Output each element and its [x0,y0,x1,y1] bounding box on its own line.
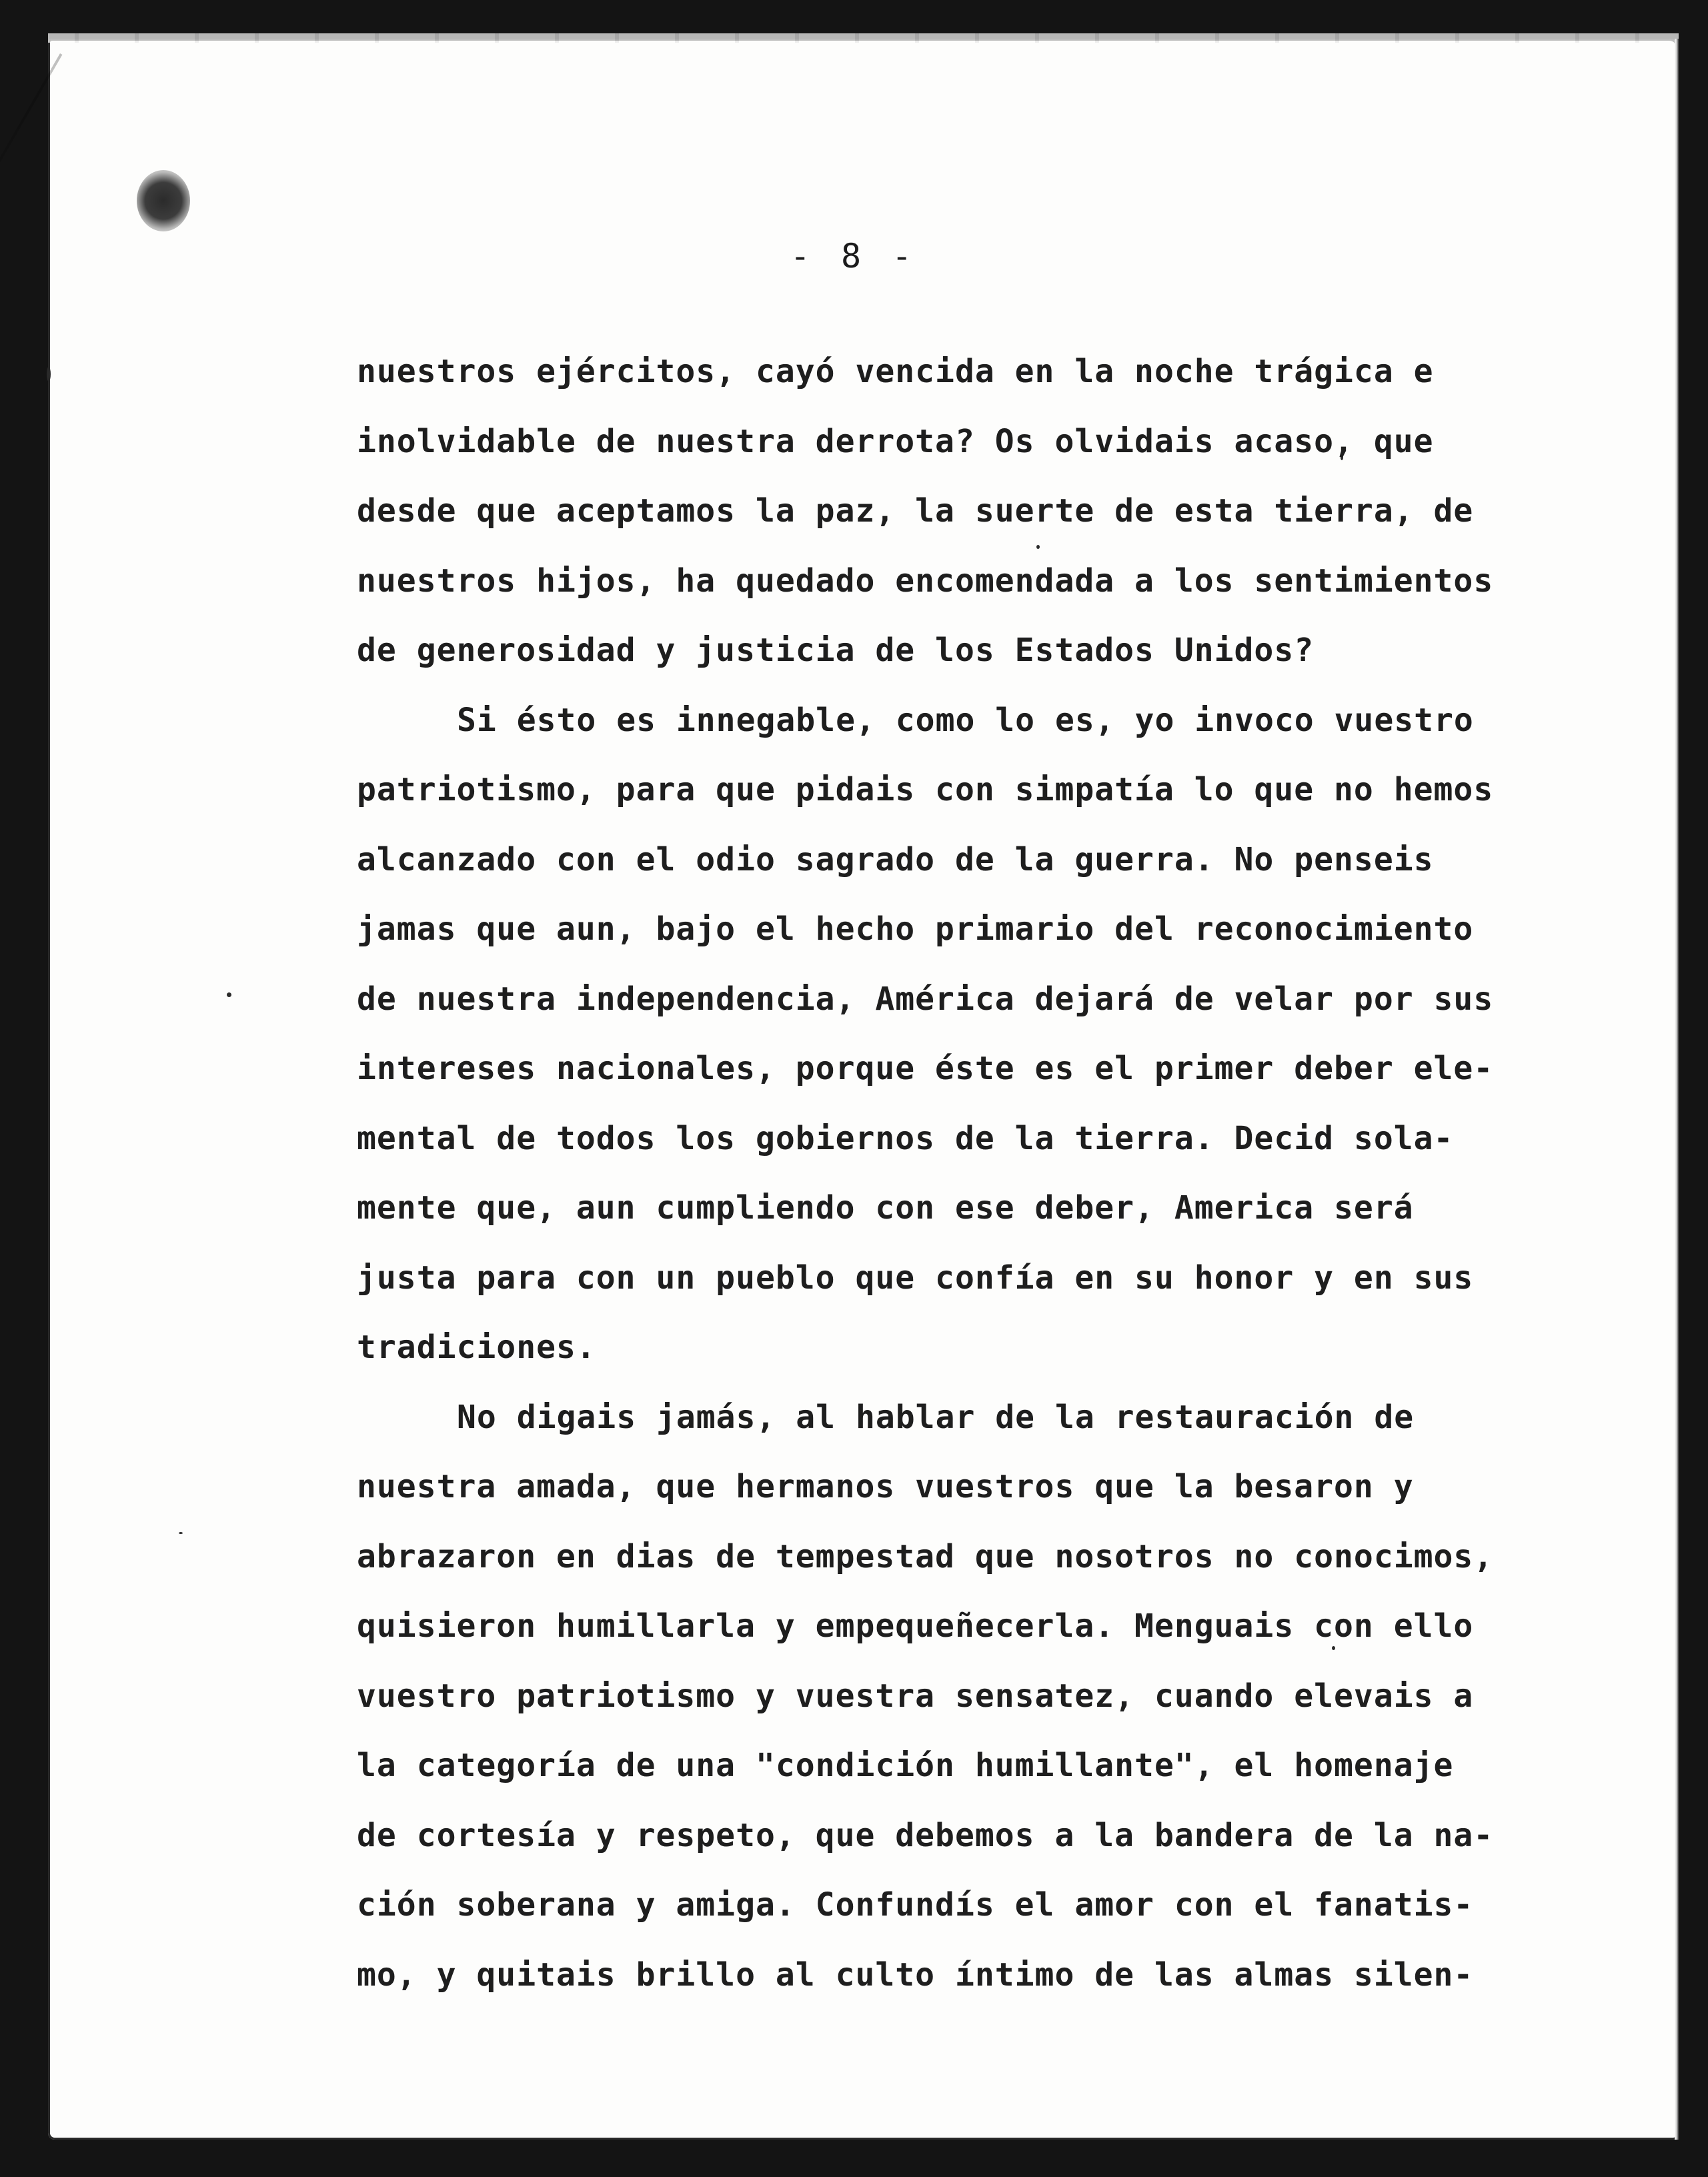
text-line: inolvidable de nuestra derrota? Os olvidais acaso, que [357,422,1434,460]
text-line: nuestros ejércitos, cayó vencida en la noche trágica e [357,353,1434,390]
text-line: desde que aceptamos la paz, la suerte de esta tierra, de [357,492,1474,530]
text-line: de nuestra independencia, América dejará de velar por sus [357,980,1494,1018]
text-line: abrazaron en dias de tempestad que nosotros no conocimos, [357,1537,1494,1575]
text-line: quisieron humillarla y empequeñecerla. Menguais con ello [357,1607,1474,1645]
ink-speck [227,992,231,997]
text-line: patriotismo, para que pidais con simpatía lo que no hemos [357,771,1494,808]
text-line: la categoría de una "condición humillante", el homenaje [357,1747,1454,1784]
text-line: de cortesía y respeto, que debemos a la bandera de la na- [357,1816,1494,1854]
document-body [357,337,1517,2010]
text-line: No digais jamás, al hablar de la restauración de [457,1398,1415,1436]
text-line: tradiciones. [357,1329,596,1366]
torn-top-edge [48,33,1679,43]
punch-hole-mark [137,170,190,231]
text-line: vuestro patriotismo y vuestra sensatez, cuando elevais a [357,1677,1474,1715]
text-line: mente que, aun cumpliendo con ese deber, America será [357,1189,1414,1227]
text-line: intereses nacionales, porque éste es el primer deber ele- [357,1050,1494,1087]
page-number: - 8 - [790,237,918,275]
text-line: justa para con un pueblo que confía en su honor y en sus [357,1259,1474,1297]
paper-right-edge [1675,39,1679,2140]
text-line: nuestros hijos, ha quedado encomendada a los sentimientos [357,562,1494,600]
text-line: Si ésto es innegable, como lo es, yo invoco vuestro [457,701,1474,739]
text-line: ción soberana y amiga. Confundís el amor con el fanatis- [357,1886,1474,1924]
text-line: de generosidad y justicia de los Estados Unidos? [357,632,1315,669]
text-line: nuestra amada, que hermanos vuestros que la besaron y [357,1468,1414,1505]
text-line: jamas que aun, bajo el hecho primario del reconocimiento [357,910,1474,948]
ink-speck [47,367,51,382]
text-line: mo, y quitais brillo al culto íntimo de las almas silen- [357,1956,1474,1994]
text-line: alcanzado con el odio sagrado de la guerra. No penseis [357,840,1434,878]
ink-speck [179,1532,183,1534]
text-line: mental de todos los gobiernos de la tierra. Decid sola- [357,1119,1454,1157]
